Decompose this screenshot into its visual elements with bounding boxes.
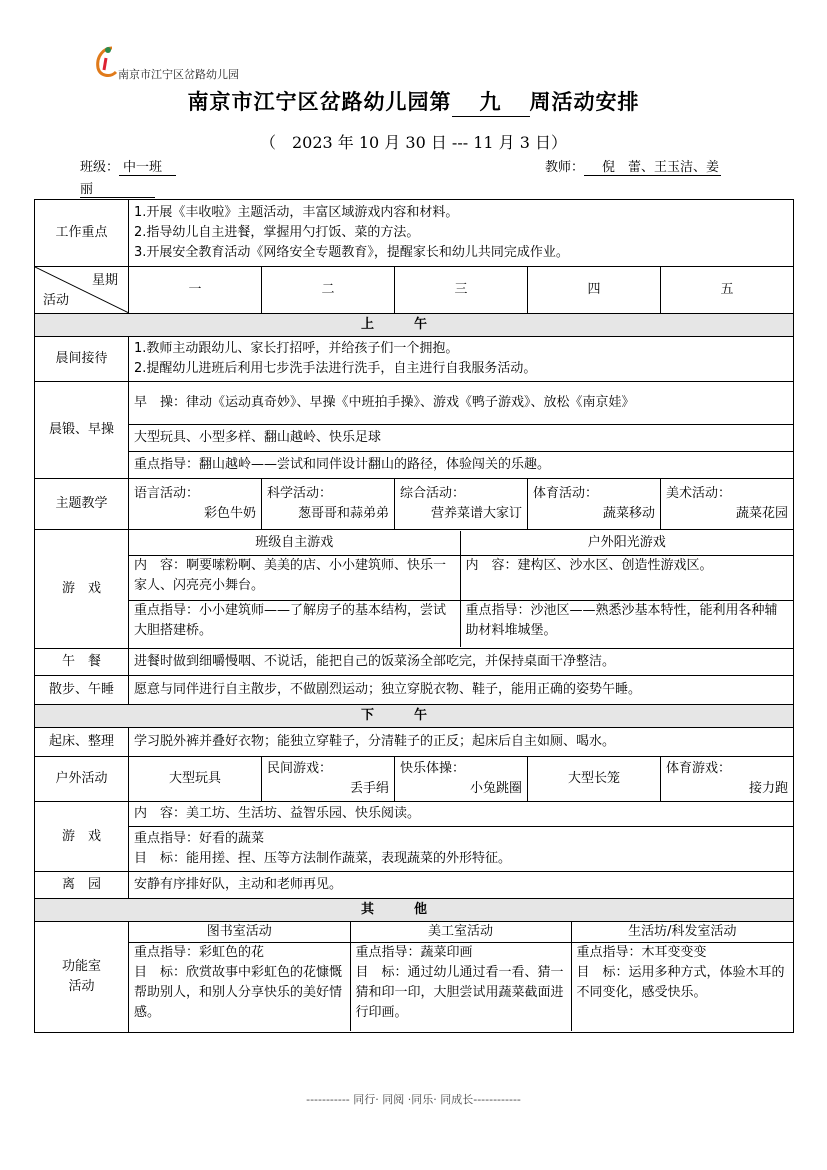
lunch-row — [35, 649, 794, 676]
reception-content — [129, 337, 794, 382]
theme-category: 体育活动： — [533, 486, 599, 501]
wake-content: 学习脱外裤并叠好衣物；能独立穿鞋子，分清鞋子的正反；起床后自主如厕、喝水。 — [129, 728, 794, 757]
pm-game-goal: 目 标：能用搓、捏、压等方法制作蔬菜，表现蔬菜的外形特征。 — [134, 851, 512, 866]
corner-weekday-label: 星期 — [91, 273, 118, 288]
room-life — [571, 943, 793, 1032]
reception-label: 晨间接待 — [35, 337, 129, 382]
room-title-library: 图书室活动 — [129, 922, 350, 943]
game-label: 游 戏 — [35, 530, 129, 649]
game-row — [35, 530, 794, 649]
outdoor-category: 快乐体操： — [400, 761, 466, 776]
theme-name: 营养菜谱大家订 — [430, 506, 522, 521]
outdoor-mon: 大型玩具 — [129, 757, 262, 802]
nap-label: 散步、午睡 — [35, 676, 129, 705]
theme-name: 蔬菜移动 — [602, 506, 655, 521]
weekday-wed: 三 — [395, 267, 528, 314]
theme-mon — [129, 479, 262, 530]
outdoor-name: 接力跑 — [749, 781, 789, 796]
work-focus-item: 1.开展《丰收啦》主题活动，丰富区域游戏内容和材料。 — [134, 205, 459, 220]
outdoor-name: 丢手绢 — [349, 781, 389, 796]
teacher-value: 倪 蕾、王玉洁、姜 — [584, 156, 721, 176]
rooms-label: 功能室 活动 — [35, 922, 129, 1033]
schedule-table — [34, 199, 794, 1033]
pm-game-label: 游 戏 — [35, 802, 129, 872]
weekday-mon: 一 — [129, 267, 262, 314]
work-focus-content — [129, 200, 794, 267]
class-value: 中一班 — [119, 156, 176, 176]
room-goal: 目 标：运用多种方式，体验木耳的不同变化，感受快乐。 — [576, 965, 785, 1000]
week-number: 九 — [452, 86, 530, 117]
game-right-content: 内 容：建构区、沙水区、创造性游戏区。 — [460, 556, 793, 601]
work-focus-item: 2.指导幼儿自主进餐，掌握用勺打饭、菜的方法。 — [134, 225, 420, 240]
room-focus: 重点指导：木耳变变变 — [576, 945, 707, 960]
section-other: 其他 — [35, 899, 794, 922]
room-title-art: 美工室活动 — [350, 922, 571, 943]
nap-row — [35, 676, 794, 705]
nap-content: 愿意与同伴进行自主散步，不做剧烈运动；独立穿脱衣物、鞋子，能用正确的姿势午睡。 — [129, 676, 794, 705]
theme-wed — [395, 479, 528, 530]
outdoor-thu: 大型长笼 — [528, 757, 661, 802]
teacher-info — [545, 156, 721, 176]
exercise-content-3: 重点指导：翻山越岭——尝试和同伴设计翻山的路径，体验闯关的乐趣。 — [129, 452, 794, 479]
class-label: 班级： — [80, 160, 120, 175]
pm-game-row-1 — [35, 802, 794, 827]
lunch-content: 进餐时做到细嚼慢咽、不说话，能把自己的饭菜汤全部吃完，并保持桌面干净整洁。 — [129, 649, 794, 676]
class-info — [80, 156, 176, 176]
outdoor-label: 户外活动 — [35, 757, 129, 802]
work-focus-item: 3.开展安全教育活动《网络安全专题教育》，提醒家长和幼儿共同完成作业。 — [134, 245, 569, 260]
theme-thu — [528, 479, 661, 530]
game-left-title: 班级自主游戏 — [129, 531, 460, 556]
theme-fri — [661, 479, 794, 530]
title-suffix: 周活动安排 — [529, 89, 640, 114]
game-left-content: 内 容：啊要嗦粉啊、美美的店、小小建筑师、快乐一家人、闪亮亮小舞台。 — [129, 556, 460, 601]
weekday-header-row — [35, 267, 794, 314]
exercise-label: 晨锻、早操 — [35, 382, 129, 479]
theme-category: 美术活动： — [666, 486, 732, 501]
pm-game-focus: 重点指导：好看的蔬菜 — [134, 831, 265, 846]
wake-label: 起床、整理 — [35, 728, 129, 757]
outdoor-category: 体育游戏： — [666, 761, 732, 776]
exercise-content-1: 早 操：律动《运动真奇妙》、早操《中班拍手操》、游戏《鸭子游戏》、放松《南京娃》 — [129, 382, 794, 425]
wake-row — [35, 728, 794, 757]
outdoor-fri — [661, 757, 794, 802]
pm-game-row-2 — [35, 827, 794, 872]
date-range: （ 2023 年 10 月 30 日 --- 11 月 3 日） — [259, 133, 568, 152]
outdoor-row — [35, 757, 794, 802]
corner-activity-label: 活动 — [43, 293, 70, 308]
reception-row — [35, 337, 794, 382]
work-focus-label: 工作重点 — [35, 200, 129, 267]
theme-name: 葱哥哥和蒜弟弟 — [297, 506, 389, 521]
weekday-fri: 五 — [661, 267, 794, 314]
rooms-row — [35, 922, 794, 1033]
room-goal: 目 标：通过幼儿通过看一看、猜一猜和印一印，大胆尝试用蔬菜截面进行印画。 — [355, 965, 564, 1020]
game-right-focus: 重点指导：沙池区——熟悉沙基本特性，能利用各种辅助材料堆城堡。 — [465, 603, 778, 638]
game-left-focus: 重点指导：小小建筑师——了解房子的基本结构，尝试大胆搭建桥。 — [129, 601, 460, 648]
work-focus-row — [35, 200, 794, 267]
rooms-inner-table — [129, 922, 793, 1031]
exercise-content-2: 大型玩具、小型多样、翻山越岭、快乐足球 — [129, 425, 794, 452]
teacher-label: 教师： — [545, 160, 585, 175]
leave-row — [35, 872, 794, 899]
theme-category: 科学活动： — [267, 486, 333, 501]
lunch-label: 午 餐 — [35, 649, 129, 676]
reception-item: 2.提醒幼儿进班后利用七步洗手法进行洗手，自主进行自我服务活动。 — [134, 361, 537, 376]
theme-category: 语言活动： — [134, 486, 200, 501]
theme-label: 主题教学 — [35, 479, 129, 530]
weekday-thu: 四 — [528, 267, 661, 314]
section-afternoon: 下午 — [35, 705, 794, 728]
room-title-life: 生活坊/科发室活动 — [571, 922, 793, 943]
room-art — [350, 943, 571, 1032]
outdoor-name: 小兔跳圈 — [469, 781, 522, 796]
pm-game-content: 内 容：美工坊、生活坊、益智乐园、快乐阅读。 — [129, 802, 794, 827]
pm-game-focus-cell — [129, 827, 794, 872]
footer-motto: ----------- 同行· 同阅 ·同乐· 同成长------------ — [306, 1093, 521, 1106]
logo-text: 南京市江宁区岔路幼儿园 — [118, 68, 239, 81]
game-right-title: 户外阳光游戏 — [460, 531, 793, 556]
reception-item: 1.教师主动跟幼儿、家长打招呼，并给孩子们一个拥抱。 — [134, 341, 459, 356]
teacher-info-cont — [80, 178, 155, 198]
theme-name: 彩色牛奶 — [203, 506, 256, 521]
leave-label: 离 园 — [35, 872, 129, 899]
outdoor-category: 民间游戏： — [267, 761, 333, 776]
room-library — [129, 943, 350, 1032]
rooms-content — [129, 922, 794, 1033]
page-title — [0, 86, 827, 117]
theme-row — [35, 479, 794, 530]
theme-name: 蔬菜花园 — [736, 506, 789, 521]
room-focus: 重点指导：彩虹色的花 — [134, 945, 265, 960]
exercise-row-2 — [35, 425, 794, 452]
outdoor-wed — [395, 757, 528, 802]
outdoor-tue — [262, 757, 395, 802]
weekday-tue: 二 — [262, 267, 395, 314]
room-goal: 目 标：欣赏故事中彩虹色的花慷慨帮助别人，和别人分享快乐的美好情感。 — [134, 965, 343, 1020]
exercise-row-1 — [35, 382, 794, 425]
theme-category: 综合活动： — [400, 486, 466, 501]
game-inner-table — [129, 531, 793, 647]
leave-content: 安静有序排好队，主动和老师再见。 — [129, 872, 794, 899]
corner-cell — [35, 267, 129, 314]
room-focus: 重点指导：蔬菜印画 — [355, 945, 473, 960]
exercise-row-3 — [35, 452, 794, 479]
theme-tue — [262, 479, 395, 530]
teacher-value-cont: 丽 — [80, 178, 155, 198]
game-content — [129, 530, 794, 649]
section-morning: 上午 — [35, 314, 794, 337]
title-prefix: 南京市江宁区岔路幼儿园第 — [187, 89, 452, 114]
